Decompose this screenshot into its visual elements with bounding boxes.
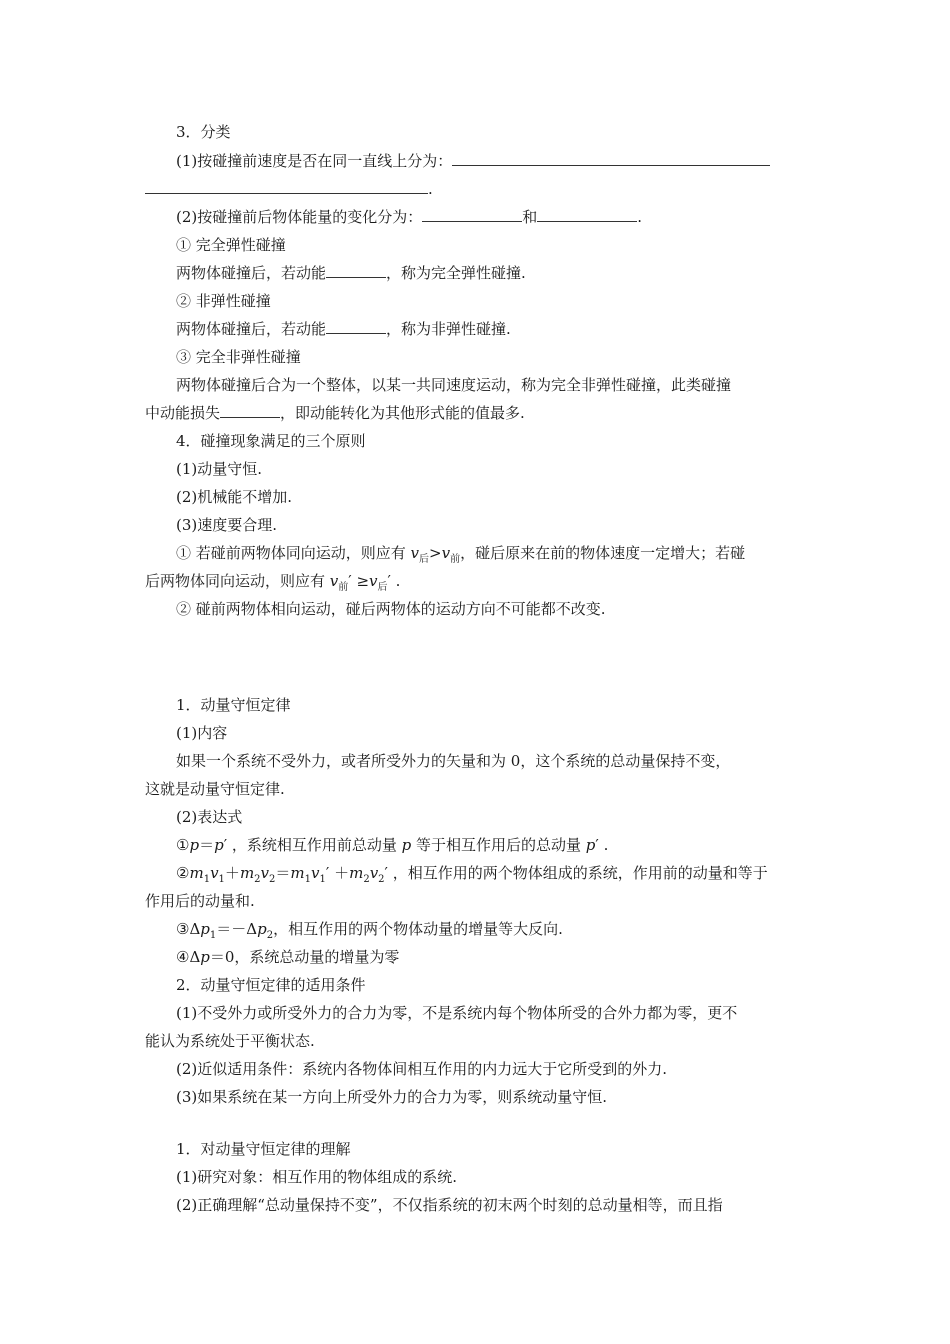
text-line: (2)近似适用条件：系统内各物体间相互作用的内力远大于它所受到的外力. <box>176 1060 668 1078</box>
fill-blank[interactable] <box>326 263 386 278</box>
text-line: (2)表达式 <box>176 808 243 826</box>
formula-line: ④Δp＝0，系统总动量的增量为零 <box>176 948 400 966</box>
text-line: (1)按碰撞前速度是否在同一直线上分为： <box>176 151 807 171</box>
text-line: (1)动量守恒. <box>176 460 263 478</box>
text-line: (2)按碰撞前后物体能量的变化分为： 和 . <box>176 208 643 226</box>
fill-blank[interactable] <box>422 207 522 222</box>
heading-conditions: 2．动量守恒定律的适用条件 <box>176 976 366 994</box>
heading-classification: 3．分类 <box>176 123 231 141</box>
fill-blank[interactable] <box>220 403 280 418</box>
formula-line: $③\Delta p_1=-\Delta p_2$，相互作用的两个物体动量的增量等大反向. <box>176 920 563 941</box>
text-line: (2)机械能不增加. <box>176 488 293 506</box>
text-line: (2)正确理解“总动量保持不变”，不仅指系统的初末两个时刻的总动量相等，而且指 <box>176 1196 723 1214</box>
text-line: (1)研究对象：相互作用的物体组成的系统. <box>176 1168 458 1186</box>
text-line: 作用后的动量和. <box>145 892 255 910</box>
text-line: . <box>145 179 807 199</box>
heading-understanding: 1．对动量守恒定律的理解 <box>176 1140 351 1158</box>
text-line: 如果一个系统不受外力，或者所受外力的矢量和为 0，这个系统的总动量保持不变， <box>176 752 731 770</box>
fill-blank[interactable] <box>452 151 770 166</box>
formula-line: $②m_1v_1+m_2v_2=m_1v_1' +m_2v_2'$ ，相互作用的两个物体组成的系统，作用前的动量和等于 <box>176 864 768 885</box>
heading-conservation-law: 1．动量守恒定律 <box>176 696 291 714</box>
text-line: 两物体碰撞后合为一个整体，以某一共同速度运动，称为完全非弹性碰撞，此类碰撞 <box>176 376 732 394</box>
text-line: 中动能损失 ，即动能转化为其他形式能的值最多. <box>145 404 525 422</box>
text-line: 两物体碰撞后，若动能 ，称为完全弹性碰撞. <box>176 264 526 282</box>
subheading: ① 完全弹性碰撞 <box>176 236 286 254</box>
text-line: (3)速度要合理. <box>176 516 278 534</box>
formula-line: ①p＝p′ ，系统相互作用前总动量 p 等于相互作用后的总动量 p′ . <box>176 836 609 854</box>
text-line: (1)不受外力或所受外力的合力为零，不是系统内每个物体所受的合外力都为零，更不 <box>176 1004 738 1022</box>
text-line: 后两物体同向运动，则应有 $v_前' \ge v_后'$ . <box>145 572 401 593</box>
text-line: (1)内容 <box>176 724 228 742</box>
subheading: ② 非弹性碰撞 <box>176 292 271 310</box>
text-line: ① 若碰前两物体同向运动，则应有 $v_后>v_前$，碰后原来在前的物体速度一定增大；若碰 <box>176 544 746 565</box>
heading-principles: 4．碰撞现象满足的三个原则 <box>176 432 366 450</box>
subheading: ③ 完全非弹性碰撞 <box>176 348 301 366</box>
text-line: 这就是动量守恒定律. <box>145 780 285 798</box>
text-line: 两物体碰撞后，若动能 ，称为非弹性碰撞. <box>176 320 511 338</box>
fill-blank[interactable] <box>326 319 386 334</box>
text-line: ② 碰前两物体相向运动，碰后两物体的运动方向不可能都不改变. <box>176 600 606 618</box>
text-line: 能认为系统处于平衡状态. <box>145 1032 315 1050</box>
fill-blank[interactable] <box>537 207 637 222</box>
fill-blank[interactable] <box>145 179 428 194</box>
text-line: (3)如果系统在某一方向上所受外力的合力为零，则系统动量守恒. <box>176 1088 608 1106</box>
